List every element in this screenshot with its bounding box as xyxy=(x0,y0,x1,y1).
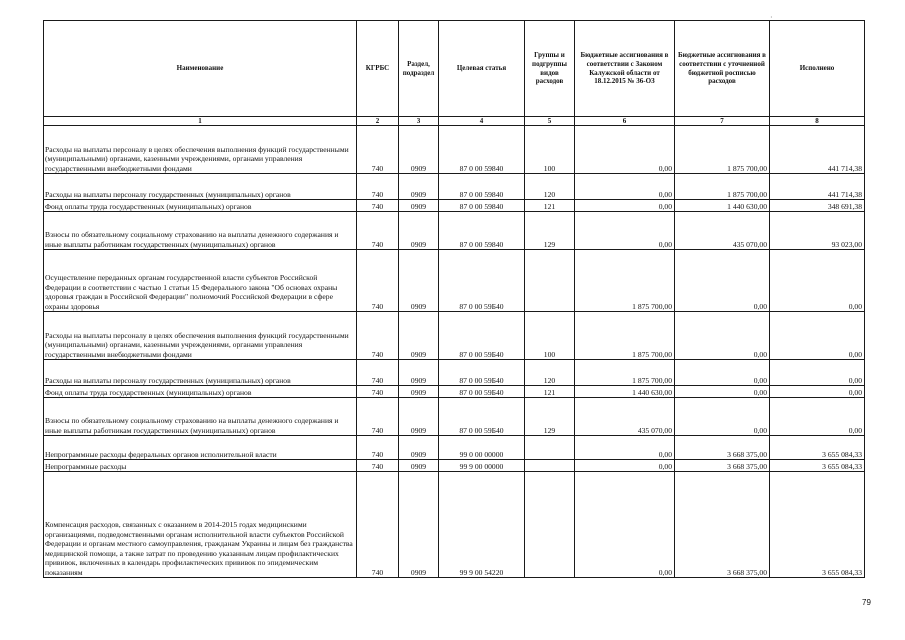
row-group xyxy=(525,436,575,460)
row-updated-allocation: 3 668 375,00 xyxy=(675,436,770,460)
row-law-allocation: 1 875 700,00 xyxy=(575,250,675,312)
row-executed: 3 655 084,33 xyxy=(770,436,865,460)
table-row xyxy=(44,436,865,460)
row-target: 87 0 00 59Б40 xyxy=(439,312,525,360)
column-number: 8 xyxy=(770,117,865,126)
row-group: 121 xyxy=(525,200,575,212)
row-executed: 93 023,00 xyxy=(770,212,865,250)
row-law-allocation: 0,00 xyxy=(575,460,675,472)
row-name: Расходы на выплаты персоналу государственных (муниципальных) органов xyxy=(44,360,357,386)
row-updated-allocation: 1 440 630,00 xyxy=(675,200,770,212)
table-row xyxy=(44,126,865,174)
row-updated-allocation: 0,00 xyxy=(675,360,770,386)
row-target: 87 0 00 59840 xyxy=(439,200,525,212)
row-target: 99 0 00 00000 xyxy=(439,436,525,460)
row-name: Взносы по обязательному социальному страхованию на выплаты денежного содержания и иные выплаты работникам государственных (муниципальных) органов xyxy=(44,212,357,250)
row-name: Фонд оплаты труда государственных (муниципальных) органов xyxy=(44,386,357,398)
row-executed: 441 714,38 xyxy=(770,174,865,200)
row-section: 0909 xyxy=(399,386,439,398)
row-kgrbs: 740 xyxy=(357,460,399,472)
row-group: 100 xyxy=(525,312,575,360)
row-group: 100 xyxy=(525,126,575,174)
column-number: 4 xyxy=(439,117,525,126)
row-name: Взносы по обязательному социальному страхованию на выплаты денежного содержания и иные выплаты работникам государственных (муниципальных) органов xyxy=(44,398,357,436)
row-group xyxy=(525,472,575,578)
row-section: 0909 xyxy=(399,360,439,386)
row-executed: 0,00 xyxy=(770,312,865,360)
row-law-allocation: 435 070,00 xyxy=(575,398,675,436)
row-kgrbs: 740 xyxy=(357,200,399,212)
row-law-allocation: 0,00 xyxy=(575,126,675,174)
column-number: 5 xyxy=(525,117,575,126)
row-section: 0909 xyxy=(399,212,439,250)
header-row xyxy=(44,21,865,117)
table-row xyxy=(44,386,865,398)
scan-mark: · xyxy=(770,13,773,22)
row-updated-allocation: 0,00 xyxy=(675,386,770,398)
row-group: 120 xyxy=(525,174,575,200)
header-executed: Исполнено xyxy=(770,21,865,117)
column-number: 1 xyxy=(44,117,357,126)
row-group: 129 xyxy=(525,398,575,436)
row-updated-allocation: 0,00 xyxy=(675,398,770,436)
row-kgrbs: 740 xyxy=(357,212,399,250)
row-executed: 0,00 xyxy=(770,398,865,436)
row-group: 121 xyxy=(525,386,575,398)
row-kgrbs: 740 xyxy=(357,398,399,436)
row-target: 99 9 00 00000 xyxy=(439,460,525,472)
row-name: Фонд оплаты труда государственных (муниципальных) органов xyxy=(44,200,357,212)
row-updated-allocation: 0,00 xyxy=(675,250,770,312)
budget-execution-table xyxy=(43,20,865,578)
header-section: Раздел, подраздел xyxy=(399,21,439,117)
row-law-allocation: 0,00 xyxy=(575,212,675,250)
header-name: Наименование xyxy=(44,21,357,117)
table-row xyxy=(44,200,865,212)
row-law-allocation: 0,00 xyxy=(575,436,675,460)
row-section: 0909 xyxy=(399,174,439,200)
header-updated-allocations: Бюджетные ассигнования в соответствии с уточненной бюджетной росписью расходов xyxy=(675,21,770,117)
row-updated-allocation: 3 668 375,00 xyxy=(675,460,770,472)
header-target: Целевая статья xyxy=(439,21,525,117)
row-target: 87 0 00 59840 xyxy=(439,174,525,200)
row-section: 0909 xyxy=(399,312,439,360)
table-row xyxy=(44,472,865,578)
row-kgrbs: 740 xyxy=(357,250,399,312)
header-law-allocations: Бюджетные ассигнования в соответствии с Законом Калужской области от 18.12.2015 № 36-ОЗ xyxy=(575,21,675,117)
row-name: Компенсация расходов, связанных с оказанием в 2014-2015 годах медицинскими организациями, подведомственными органам исполнительной власти субъектов Российской Федерации и органам местного самоуправления, гражданам Украины и лицам без гражданства медицинской помощи, а также затрат по проведению указанным лицам профилактических прививок, включенных в календарь профилактических прививок по эпидемическим показаниям xyxy=(44,472,357,578)
column-number-row xyxy=(44,117,865,126)
column-number: 2 xyxy=(357,117,399,126)
row-target: 87 0 00 59Б40 xyxy=(439,250,525,312)
row-kgrbs: 740 xyxy=(357,126,399,174)
row-executed: 3 655 084,33 xyxy=(770,472,865,578)
row-updated-allocation: 1 875 700,00 xyxy=(675,126,770,174)
row-law-allocation: 0,00 xyxy=(575,472,675,578)
row-section: 0909 xyxy=(399,398,439,436)
row-section: 0909 xyxy=(399,460,439,472)
row-section: 0909 xyxy=(399,436,439,460)
row-kgrbs: 740 xyxy=(357,472,399,578)
row-updated-allocation: 0,00 xyxy=(675,312,770,360)
row-executed: 0,00 xyxy=(770,386,865,398)
table-row xyxy=(44,360,865,386)
table-row xyxy=(44,212,865,250)
column-number: 7 xyxy=(675,117,770,126)
row-updated-allocation: 3 668 375,00 xyxy=(675,472,770,578)
row-law-allocation: 0,00 xyxy=(575,200,675,212)
row-law-allocation: 1 440 630,00 xyxy=(575,386,675,398)
row-updated-allocation: 435 070,00 xyxy=(675,212,770,250)
row-law-allocation: 0,00 xyxy=(575,174,675,200)
row-kgrbs: 740 xyxy=(357,312,399,360)
row-target: 87 0 00 59Б40 xyxy=(439,398,525,436)
table-row xyxy=(44,174,865,200)
row-kgrbs: 740 xyxy=(357,386,399,398)
row-target: 87 0 00 59Б40 xyxy=(439,386,525,398)
row-section: 0909 xyxy=(399,472,439,578)
row-group xyxy=(525,250,575,312)
row-target: 87 0 00 59840 xyxy=(439,126,525,174)
row-executed: 441 714,38 xyxy=(770,126,865,174)
column-number: 3 xyxy=(399,117,439,126)
row-group: 129 xyxy=(525,212,575,250)
table-row xyxy=(44,250,865,312)
row-section: 0909 xyxy=(399,126,439,174)
row-law-allocation: 1 875 700,00 xyxy=(575,360,675,386)
row-name: Непрограммные расходы xyxy=(44,460,357,472)
row-name: Расходы на выплаты персоналу в целях обеспечения выполнения функций государственными (муниципальными) органами, казенными учреждениями, органами управления государственными внебюджетными фондами xyxy=(44,312,357,360)
row-group xyxy=(525,460,575,472)
row-name: Расходы на выплаты персоналу государственных (муниципальных) органов xyxy=(44,174,357,200)
table-row xyxy=(44,398,865,436)
row-name: Осуществление переданных органам государственной власти субъектов Российской Федерации в соответствии с частью 1 статьи 15 Федерального закона "Об основах охраны здоровья граждан в Российской Федерации" полномочий Российской Федерации в сфере охраны здоровья xyxy=(44,250,357,312)
row-name: Расходы на выплаты персоналу в целях обеспечения выполнения функций государственными (муниципальными) органами, казенными учреждениями, органами управления государственными внебюджетными фондами xyxy=(44,126,357,174)
row-target: 87 0 00 59840 xyxy=(439,212,525,250)
table-row xyxy=(44,312,865,360)
row-group: 120 xyxy=(525,360,575,386)
header-groups: Группы и подгруппы видов расходов xyxy=(525,21,575,117)
row-kgrbs: 740 xyxy=(357,174,399,200)
column-number: 6 xyxy=(575,117,675,126)
row-section: 0909 xyxy=(399,250,439,312)
row-kgrbs: 740 xyxy=(357,360,399,386)
row-executed: 348 691,38 xyxy=(770,200,865,212)
row-target: 87 0 00 59Б40 xyxy=(439,360,525,386)
row-name: Непрограммные расходы федеральных органов исполнительной власти xyxy=(44,436,357,460)
row-executed: 3 655 084,33 xyxy=(770,460,865,472)
row-law-allocation: 1 875 700,00 xyxy=(575,312,675,360)
row-section: 0909 xyxy=(399,200,439,212)
row-executed: 0,00 xyxy=(770,360,865,386)
row-executed: 0,00 xyxy=(770,250,865,312)
page-number: 79 xyxy=(862,598,871,607)
row-updated-allocation: 1 875 700,00 xyxy=(675,174,770,200)
header-kgrbs: КГРБС xyxy=(357,21,399,117)
table-row xyxy=(44,460,865,472)
row-target: 99 9 00 54220 xyxy=(439,472,525,578)
row-kgrbs: 740 xyxy=(357,436,399,460)
